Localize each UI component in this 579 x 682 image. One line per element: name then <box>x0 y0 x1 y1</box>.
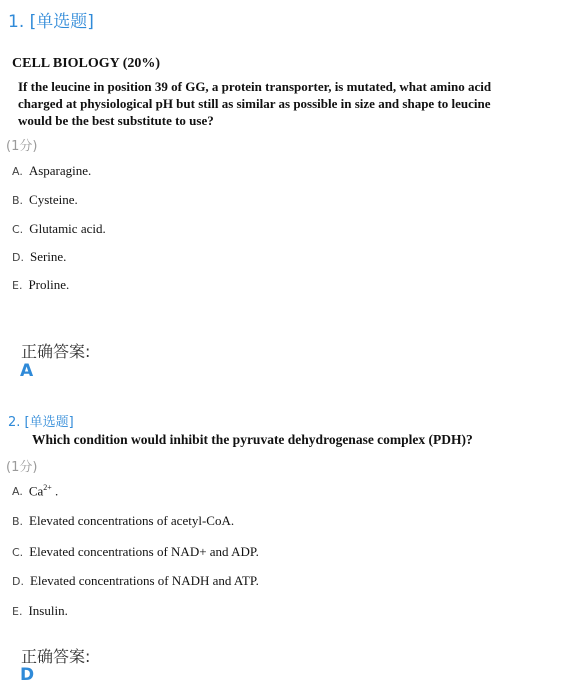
question-1-score: (1分) <box>6 139 38 154</box>
option-text: Asparagine. <box>28 163 92 178</box>
option-text: Glutamic acid. <box>29 221 106 236</box>
question-2-option-e[interactable] <box>12 603 68 619</box>
option-letter: D. <box>12 575 24 588</box>
question-2-option-b[interactable] <box>12 513 234 529</box>
question-2-header: 2. [单选题] <box>8 415 74 430</box>
question-1-option-a[interactable] <box>12 163 91 179</box>
option-letter: E. <box>12 605 23 618</box>
option-letter: A. <box>12 485 23 499</box>
option-text: Serine. <box>29 249 67 264</box>
option-text <box>29 483 58 499</box>
question-2-option-a[interactable] <box>12 483 58 499</box>
option-letter: B. <box>12 194 24 207</box>
question-1-stem-line-3: would be the best substitute to use? <box>18 113 214 128</box>
question-2-stem: Which condition would inhibit the pyruvate dehydrogenase complex (PDH)? <box>32 432 473 447</box>
option-text: Cysteine. <box>29 192 78 207</box>
question-2-answer-label: 正确答案: <box>21 647 91 666</box>
option-letter: C. <box>12 546 24 559</box>
question-1-option-c[interactable] <box>12 221 106 237</box>
question-1-header: 1. [单选题] <box>8 12 94 32</box>
question-1-answer-value: A <box>20 361 34 381</box>
option-text-suffix: . <box>51 483 59 499</box>
question-2-option-c[interactable] <box>12 544 259 560</box>
question-1-option-b[interactable] <box>12 192 78 208</box>
option-text-main: Ca <box>28 483 44 499</box>
question-1-stem-line-2: charged at physiological pH but still as similar as possible in size and shape to leucine <box>18 96 491 111</box>
question-2-score: (1分) <box>6 460 38 475</box>
question-2-answer-value: D <box>20 665 35 682</box>
question-1-stem-line-1: If the leucine in position 39 of GG, a protein transporter, is mutated, what amino acid <box>18 79 492 94</box>
question-1-option-d[interactable] <box>12 249 66 265</box>
option-text: Elevated concentrations of NADH and ATP. <box>29 573 259 588</box>
option-letter: A. <box>12 165 23 178</box>
option-text: Insulin. <box>28 603 68 618</box>
section-title: CELL BIOLOGY (20%) <box>12 56 161 71</box>
question-2-option-d[interactable] <box>12 573 259 589</box>
option-text: Proline. <box>28 277 70 292</box>
option-letter: C. <box>12 223 24 236</box>
option-text: Elevated concentrations of NAD+ and ADP. <box>29 544 259 559</box>
option-letter: B. <box>12 515 24 528</box>
option-letter: D. <box>12 251 24 264</box>
option-text-superscript: 2+ <box>43 483 52 492</box>
question-1-option-e[interactable] <box>12 277 69 293</box>
option-letter: E. <box>12 279 23 292</box>
option-text: Elevated concentrations of acetyl-CoA. <box>29 513 235 528</box>
question-1-answer-label: 正确答案: <box>21 342 91 361</box>
